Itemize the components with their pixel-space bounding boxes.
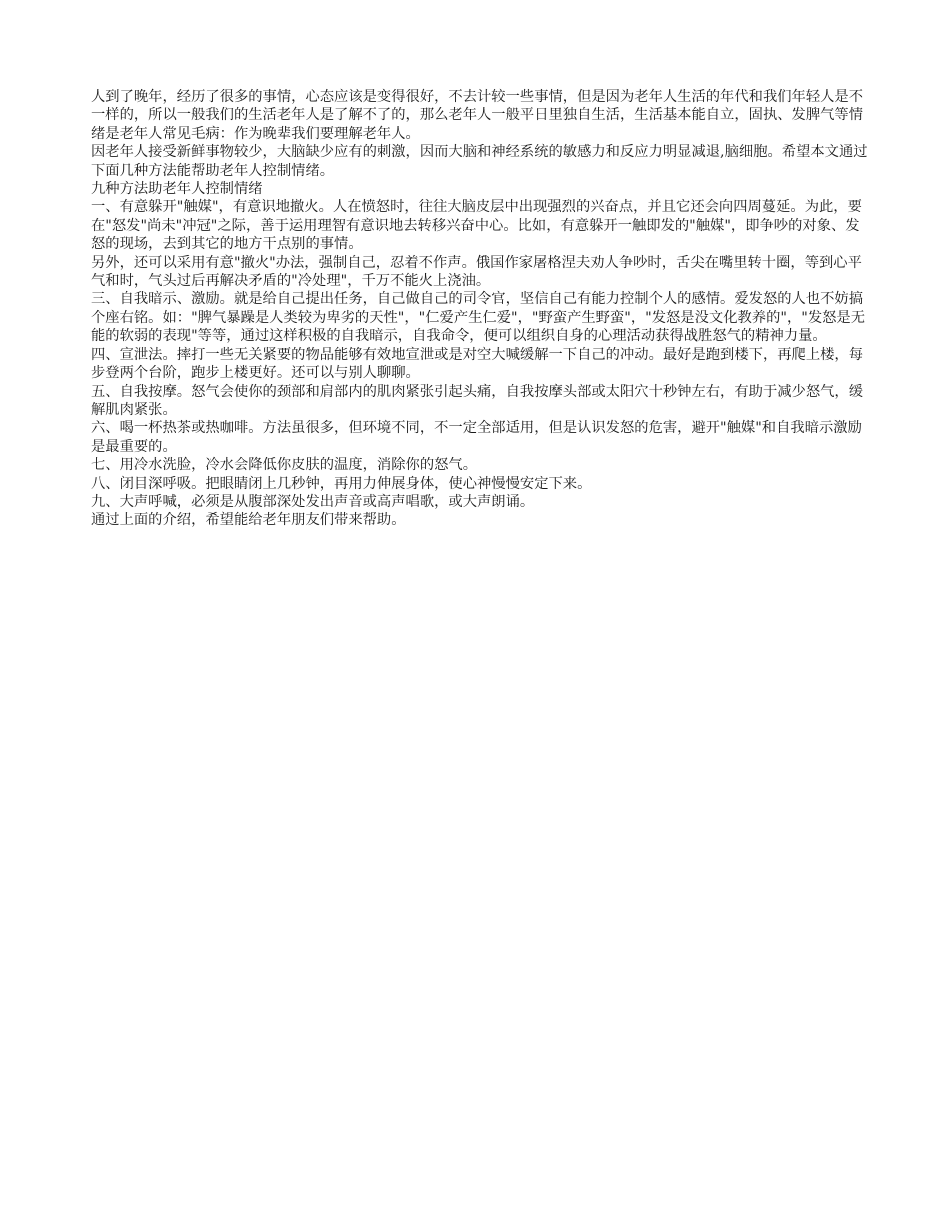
method-8-paragraph: 八、闭目深呼吸。把眼睛闭上几秒钟，再用力伸展身体，使心神慢慢安定下来。 (91, 475, 592, 492)
method-4-paragraph: 四、宣泄法。摔打一些无关紧要的物品能够有效地宣泄或是对空大喊缓解一下自己的冲动。最好是跑到楼下，再爬上楼，每步登两个台阶，跑步上楼更好。还可以与别人聊聊。 (91, 346, 864, 382)
method-7-paragraph: 七、用冷水洗脸，冷水会降低你皮肤的温度，消除你的怒气。 (91, 457, 478, 474)
method-9-paragraph: 九、大声呼喊，必须是从腹部深处发出声音或高声唱歌，或大声朗诵。 (91, 493, 535, 510)
section-heading: 九种方法助老年人控制情绪 (91, 181, 263, 198)
method-3-paragraph: 三、自我暗示、激励。就是给自己提出任务，自己做自己的司令官，坚信自己有能力控制个人的感情。爱发怒的人也不妨搞个座右铭。如："脾气暴躁是人类较为卑劣的天性"，"仁爱产生仁爱"，"野蛮产生野蛮"，"发怒是没文化教养的"，"发怒是无能的软弱的表现"等等，通过这样积极的自我暗示，自我命令，便可以组织自身的心理活动获得战胜怒气的精神力量。 (91, 291, 866, 345)
method-5-paragraph: 五、自我按摩。怒气会使你的颈部和肩部内的肌肉紧张引起头痛，自我按摩头部或太阳穴十秒钟左右，有助于减少怒气，缓解肌肉紧张。 (91, 383, 864, 418)
method-2-paragraph: 另外，还可以采用有意"撤火"办法，强制自己，忍着不作声。俄国作家屠格涅夫劝人争吵时，舌尖在嘴里转十圈，等到心平气和时，气头过后再解决矛盾的"冷处理"，千万不能火上浇油。 (91, 254, 862, 290)
method-1-paragraph: 一、有意躲开"触媒"，有意识地撤火。人在愤怒时，往往大脑皮层中出现强烈的兴奋点，并且它还会向四周蔓延。为此，要在"怒发"尚未"冲冠"之际，善于运用理智有意识地去转移兴奋中心。比如，有意躲开一触即发的"触媒"，即争吵的对象、发怒的现场，去到其它的地方干点别的事情。 (91, 199, 862, 253)
closing-paragraph: 通过上面的介绍，希望能给老年朋友们带来帮助。 (91, 512, 406, 529)
intro-paragraph: 人到了晚年，经历了很多的事情，心态应该是变得很好，不去计较一些事情，但是因为老年人生活的年代和我们年轻人是不一样的，所以一般我们的生活老年人是了解不了的，那么老年人一般平日里独自生活，生活基本能自立，固执、发脾气等情绪是老年人常见毛病：作为晚辈我们要理解老年人。 (91, 89, 864, 142)
method-6-paragraph: 六、喝一杯热茶或热咖啡。方法虽很多，但环境不同，不一定全部适用，但是认识发怒的危害，避开"触媒"和自我暗示激励是最重要的。 (91, 420, 862, 455)
context-paragraph: 因老年人接受新鲜事物较少，大脑缺少应有的刺激，因而大脑和神经系统的敏感力和反应力明显减退,脑细胞。希望本文通过下面几种方法能帮助老年人控制情绪。 (91, 144, 868, 179)
document-body (91, 88, 869, 530)
